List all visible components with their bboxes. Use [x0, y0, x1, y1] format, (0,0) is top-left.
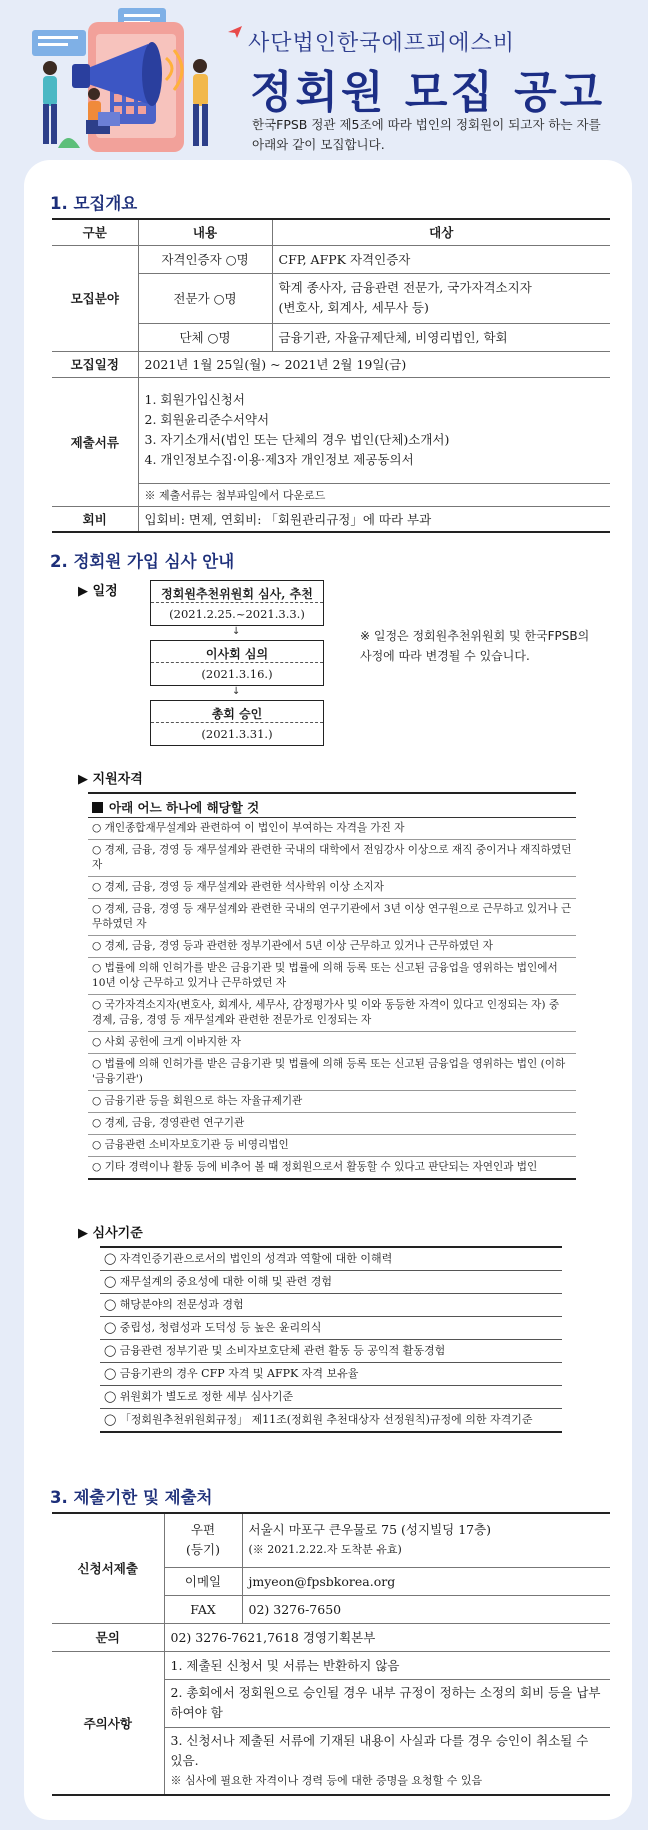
- qualification-item: ○ 경제, 금융, 경영 등과 관련한 정부기관에서 5년 이상 근무하고 있거나 근무하였던 자: [88, 936, 576, 958]
- qualification-item: ○ 기타 경력이나 활동 등에 비추어 볼 때 정회원으로서 활동할 수 있다고 판단되는 자연인과 법인: [92, 1161, 538, 1173]
- submit-label: 신청서제출: [52, 1513, 164, 1623]
- col-header-target: 대상: [272, 219, 610, 245]
- qualification-item: ○ 경제, 금융, 경영 등 재무설계와 관련한 석사학위 이상 소지자: [88, 877, 576, 899]
- qualification-item: ○ 경제, 금융, 경영 등 재무설계와 관련한 국내의 대학에서 전임강사 이상으로 재직 중이거나 재직하였던 자: [88, 840, 576, 877]
- docs-note: ※ 제출서류는 첨부파일에서 다운로드: [138, 483, 610, 506]
- flow-step-board: [150, 640, 324, 686]
- section-2-title: 2. 정회원 가입 심사 안내: [50, 552, 235, 571]
- qualification-item: ○ 경제, 금융, 경영관련 연구기관: [88, 1113, 576, 1135]
- flow-step-recommend: [150, 580, 324, 626]
- intro-line-2: 아래와 같이 모집합니다.: [252, 137, 385, 152]
- email-value: jmyeon@fpsbkorea.org: [242, 1567, 610, 1595]
- fax-value: 02) 3276-7650: [242, 1595, 610, 1623]
- docs-list: [138, 377, 610, 483]
- caution-note: ※ 심사에 필요한 자격이나 경력 등에 대한 증명을 요청할 수 있음: [170, 1773, 483, 1787]
- caution-item: 1. 제출된 신청서 및 서류는 반환하지 않음: [164, 1651, 610, 1679]
- field-content-3: 단체 ○명: [138, 323, 272, 351]
- field-target-3: 금융기관, 자율규제단체, 비영리법인, 학회: [272, 323, 610, 351]
- schedule-note-line-2: 사정에 따라 변경될 수 있습니다.: [360, 649, 530, 663]
- criteria-item: ◯ 자격인증기관으로서의 법인의 성격과 역할에 대한 이해력: [100, 1248, 562, 1271]
- page-header: [0, 0, 648, 160]
- fee-label: 회비: [52, 506, 138, 532]
- qualification-item: ○ 법률에 의해 인허가를 받은 금융기관 및 법률에 의해 등록 또는 신고된 금융업을 영위하는 법인 (이하 '금융기관'): [88, 1054, 576, 1091]
- caution-label: 주의사항: [52, 1651, 164, 1795]
- qualification-item: ○ 국가자격소지자(변호사, 회계사, 세무사, 감정평가사 및 이와 동등한 자격이 있다고 인정되는 자) 중 경제, 금융, 경영 등 재무설계와 관련한 전문가로 인정되는 자: [88, 995, 576, 1032]
- content-card: [24, 160, 632, 1820]
- qualification-item: ○ 사회 공헌에 크게 이바지한 자: [88, 1032, 576, 1054]
- caution-item-3: [164, 1727, 610, 1795]
- schedule-label: 모집일정: [52, 351, 138, 377]
- qualification-item: ○ 법률에 의해 인허가를 받은 금융기관 및 법률에 의해 등록 또는 신고된 금융업을 영위하는 법인에서 10년 이상 근무하고 있거나 근무하였던 자: [88, 958, 576, 995]
- schedule-note: [360, 626, 600, 666]
- organization-name: 사단법인한국에프피에스비: [248, 31, 516, 56]
- black-square-icon: [92, 802, 103, 813]
- megaphone-illustration-icon: [28, 8, 228, 156]
- qualification-item: ○ 금융관련 소비자보호기관 등 비영리법인: [88, 1135, 576, 1157]
- page-title: 정회원 모집 공고: [250, 67, 606, 118]
- down-arrow-icon: ↓: [232, 686, 241, 697]
- field-label: 모집분야: [52, 245, 138, 351]
- email-label: 이메일: [164, 1567, 242, 1595]
- fee-value: 입회비: 면제, 연회비: 「회원관리규정」에 따라 부과: [138, 506, 610, 532]
- docs-label: 제출서류: [52, 377, 138, 506]
- schedule-note-line-1: ※ 일정은 정회원추천위원회 및 한국FPSB의: [360, 629, 590, 643]
- submission-table: [52, 1512, 610, 1796]
- flow-step-general-meeting: [150, 700, 324, 746]
- criteria-box: [100, 1246, 562, 1433]
- mail-address: 서울시 마포구 큰우물로 75 (성지빌딩 17층): [248, 1522, 492, 1538]
- criteria-item: ◯ 금융관련 정부기관 및 소비자보호단체 관련 활동 등 공익적 활동경험: [100, 1340, 562, 1363]
- flow-step-date: (2021.3.31.): [201, 727, 273, 741]
- criteria-item: ◯ 금융기관의 경우 CFP 자격 및 AFPK 자격 보유율: [100, 1363, 562, 1386]
- contact-value: 02) 3276-7621,7618 경영기획본부: [164, 1623, 610, 1651]
- section-1-title: 1. 모집개요: [50, 194, 138, 213]
- field-target-1: CFP, AFPK 자격인증자: [272, 245, 610, 273]
- col-header-content: 내용: [138, 219, 272, 245]
- contact-label: 문의: [52, 1623, 164, 1651]
- caution-item: 3. 신청서나 제출된 서류에 기재된 내용이 사실과 다를 경우 승인이 취소될 수 있음.: [170, 1732, 589, 1768]
- schedule-value: 2021년 1월 25일(월) ~ 2021년 2월 19일(금): [138, 351, 610, 377]
- doc-item: 3. 자기소개서(법인 또는 단체의 경우 법인(단체)소개서): [144, 432, 450, 447]
- criteria-item: ◯ 해당분야의 전문성과 경험: [100, 1294, 562, 1317]
- fax-label: FAX: [164, 1595, 242, 1623]
- qualification-box: [88, 792, 576, 1180]
- flow-step-date: (2021.2.25.~2021.3.3.): [169, 607, 305, 621]
- mail-value: [242, 1513, 610, 1567]
- doc-item: 2. 회원윤리준수서약서: [144, 412, 270, 427]
- qualification-title: [88, 794, 576, 818]
- field-target-2: [272, 273, 610, 323]
- qualification-item: ○ 금융기관 등을 회원으로 하는 자율규제기관: [88, 1091, 576, 1113]
- qualification-heading: ▶ 지원자격: [78, 772, 143, 787]
- qualification-item: ○ 경제, 금융, 경영 등 재무설계와 관련한 국내의 연구기관에서 3년 이상 연구원으로 근무하고 있거나 근무하였던 자: [88, 899, 576, 936]
- flow-step-title: 정회원추천위원회 심사, 추천: [151, 581, 323, 603]
- field-content-2: 전문가 ○명: [138, 273, 272, 323]
- schedule-heading: ▶ 일정: [78, 584, 118, 599]
- criteria-item: ◯ 재무설계의 중요성에 대한 이해 및 관련 경험: [100, 1271, 562, 1294]
- flow-step-date: (2021.3.16.): [201, 667, 273, 681]
- mail-note: (※ 2021.2.22.자 도착분 유효): [248, 1543, 402, 1557]
- intro-text: [252, 115, 632, 155]
- criteria-item: ◯ 중립성, 청렴성과 도덕성 등 높은 윤리의식: [100, 1317, 562, 1340]
- field-content-1: 자격인증자 ○명: [138, 245, 272, 273]
- col-header-category: 구분: [52, 219, 138, 245]
- criteria-heading: ▶ 심사기준: [78, 1226, 143, 1241]
- paper-plane-icon: [228, 26, 242, 38]
- mail-label: [164, 1513, 242, 1567]
- mail-label-line-2: (등기): [186, 1542, 220, 1558]
- intro-line-1: 한국FPSB 정관 제5조에 따라 법인의 정회원이 되고자 하는 자를: [252, 117, 601, 132]
- criteria-item: ◯ 「정회원추천위원회규정」 제11조(정회원 추천대상자 선정원칙)규정에 의한 자격기준: [104, 1413, 533, 1426]
- qualification-title-text: 아래 어느 하나에 해당할 것: [109, 800, 260, 815]
- section-3-title: 3. 제출기한 및 제출처: [50, 1488, 213, 1507]
- qualification-item: ○ 개인종합재무설계와 관련하여 이 법인이 부여하는 자격을 가진 자: [88, 818, 576, 840]
- mail-label-line-1: 우편: [190, 1522, 216, 1538]
- flow-step-title: 총회 승인: [151, 701, 323, 723]
- overview-table: [52, 218, 610, 533]
- down-arrow-icon: ↓: [232, 626, 241, 637]
- criteria-item: ◯ 위원회가 별도로 정한 세부 심사기준: [100, 1386, 562, 1409]
- field-target-2-line-2: (변호사, 회계사, 세무사 등): [278, 300, 429, 315]
- doc-item: 1. 회원가입신청서: [144, 392, 245, 407]
- flow-step-title: 이사회 심의: [151, 641, 323, 663]
- doc-item: 4. 개인정보수집·이용·제3자 개인정보 제공동의서: [144, 452, 414, 467]
- caution-item: 2. 총회에서 정회원으로 승인될 경우 내부 규정이 정하는 소정의 회비 등을 납부하여야 함: [164, 1679, 610, 1727]
- field-target-2-line-1: 학계 종사자, 금융관련 전문가, 국가자격소지자: [278, 280, 532, 295]
